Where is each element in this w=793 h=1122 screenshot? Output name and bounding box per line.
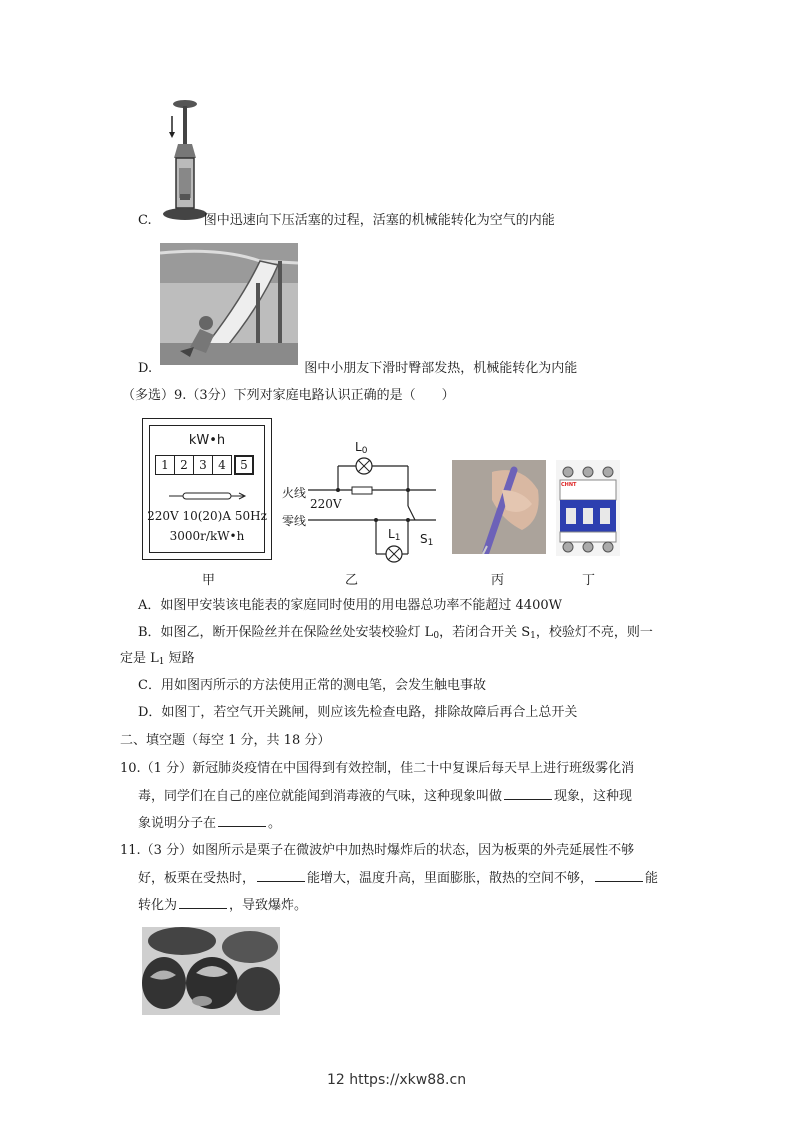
q9-stem: （多选）9.（3分）下列对家庭电路认识正确的是（ ） bbox=[122, 388, 455, 403]
lamp-l1-label: $L_1$ bbox=[388, 527, 401, 543]
option-d-letter: D. bbox=[138, 361, 153, 376]
option-d bbox=[138, 360, 577, 378]
page-footer: 12 https://xkw88.cn bbox=[326, 1072, 467, 1088]
voltage-label: 220V bbox=[310, 497, 342, 511]
lamp-l0-label: $L_0$ bbox=[355, 440, 368, 456]
q11-blank-3[interactable] bbox=[179, 896, 227, 909]
pump-figure bbox=[160, 98, 210, 226]
meter-unit: kW•h bbox=[188, 433, 226, 448]
meter-digit: 5 bbox=[234, 455, 254, 475]
slide-figure bbox=[160, 243, 298, 365]
switch-s1-label: $S_1$ bbox=[420, 532, 434, 548]
meter-digit: 3 bbox=[194, 455, 213, 475]
caption-ding: 丁 bbox=[582, 573, 596, 588]
q11-line3: 转化为 ，导致爆炸。 bbox=[138, 898, 308, 913]
meter-rate: 3000r/kW•h bbox=[169, 529, 245, 543]
q10-blank-2[interactable] bbox=[218, 814, 266, 827]
live-wire-label: 火线 bbox=[282, 486, 307, 500]
q11-blank-2[interactable] bbox=[595, 869, 643, 882]
q9-option-b-line2: 定是 $L_1$ 短路 bbox=[120, 651, 195, 667]
chestnut-photo bbox=[142, 927, 280, 1015]
q10-blank-1[interactable] bbox=[504, 787, 552, 800]
meter-digit: 2 bbox=[175, 455, 194, 475]
meter-digit: 4 bbox=[213, 455, 232, 475]
neutral-wire-label: 零线 bbox=[282, 514, 307, 528]
caption-bing: 丙 bbox=[491, 573, 505, 588]
section-2-heading: 二、填空题（每空 1 分，共 18 分） bbox=[120, 733, 331, 748]
q9-option-a: A．如图甲安装该电能表的家庭同时使用的用电器总功率不能超过 4400W bbox=[138, 598, 562, 613]
q11-line1: 11.（3 分）如图所示是栗子在微波炉中加热时爆炸后的状态，因为板栗的外壳延展性不够 bbox=[120, 843, 635, 858]
option-c-text: 图中迅速向下压活塞的过程，活塞的机械能转化为空气的内能 bbox=[203, 213, 555, 228]
q11-blank-1[interactable] bbox=[257, 869, 305, 882]
option-c-letter: C. bbox=[138, 213, 152, 228]
q10-line1: 10.（1 分）新冠肺炎疫情在中国得到有效控制，佳二十中复课后每天早上进行班级雾化消 bbox=[120, 761, 635, 776]
option-c bbox=[138, 212, 555, 230]
option-d-text: 图中小朋友下滑时臀部发热，机械能转化为内能 bbox=[304, 361, 578, 376]
caption-yi: 乙 bbox=[345, 573, 359, 588]
energy-meter bbox=[142, 418, 272, 560]
q9-option-c: C．用如图丙所示的方法使用正常的测电笔，会发生触电事故 bbox=[138, 678, 486, 693]
q10-line2: 毒，同学们在自己的座位就能闻到消毒液的气味，这种现象叫做 现象，这种现 bbox=[138, 789, 633, 804]
q10-line3: 象说明分子在 。 bbox=[138, 816, 282, 831]
meter-digits bbox=[155, 455, 254, 475]
meter-digit: 1 bbox=[155, 455, 175, 475]
q11-line2: 好，板栗在受热时， 能增大，温度升高，里面膨胀，散热的空间不够， 能 bbox=[138, 871, 659, 886]
caption-jia: 甲 bbox=[202, 573, 216, 588]
air-switch-photo bbox=[556, 460, 620, 556]
test-pen-photo bbox=[452, 460, 546, 554]
meter-disc bbox=[167, 489, 247, 503]
breaker-brand: CHNT bbox=[561, 482, 577, 488]
q9-option-b-line1: B．如图乙，断开保险丝并在保险丝处安装校验灯 $L_0$，若闭合开关 $S_1$，校验灯不亮，则一 bbox=[138, 625, 653, 641]
meter-spec: 220V 10(20)A 50Hz bbox=[147, 509, 267, 523]
q9-option-d: D．如图丁，若空气开关跳闸，则应该先检查电路，排除故障后再合上总开关 bbox=[138, 705, 578, 720]
